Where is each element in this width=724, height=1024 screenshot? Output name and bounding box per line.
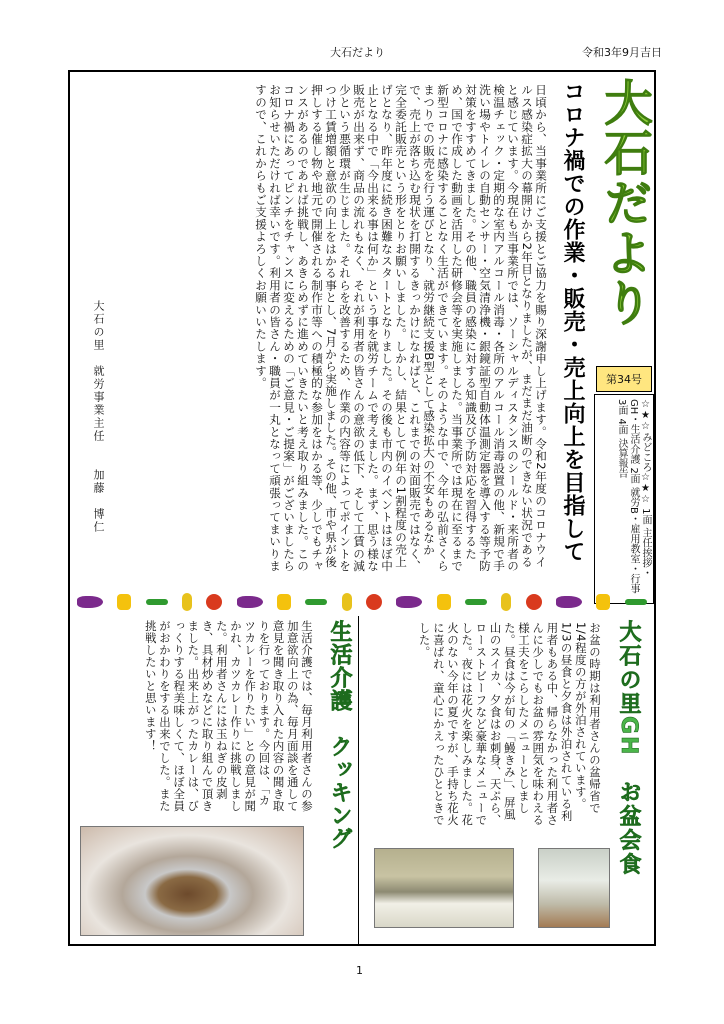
obon-article-body: お盆の時期は利用者さんの盆帰省で1/4程度の方が外泊されています。1/3の昼食と夕食は外泊されている利用者もある中、帰らなかった利用者さんに少しでもお盆の雰囲気を味わえる様工夫をこらしたメニューとしました。昼食は今が旬の「鰻きみ」、屏風山のスイカ、夕食はお刺身、天ぷら、ローストビーフなど豪華なメニューでした。夜には花火を楽しみました。花火のない今年の夏ですが、手持ち花火に喜ばれ、童心にかえったひとときでした。: [417, 622, 602, 826]
obon-dinner-photo: [374, 848, 514, 928]
obon-resident-photo: [538, 848, 610, 928]
corn-icon: [342, 593, 352, 611]
toc-text: ☆★☆みどころ☆★☆ 1面 主任挨拶・GH・生活介護 2面 就労B・雇用教室・行事 3面 4面 決算報告: [616, 399, 651, 594]
cucumber-icon: [305, 599, 327, 605]
vegetable-divider: [70, 588, 654, 616]
cooking-article-headline: 生活介護 クッキング: [327, 620, 352, 850]
masthead: [594, 72, 654, 362]
cooking-article-body: 生活介護では、毎月利用者さんの参加意欲向上の為、毎月面談を通して意見を聞き取り入れた内容の聞き取りを行っております。今回は、「カツカレーを作りたい」との意見が聞かれ、カツカレー作りに挑戦しました。利用者さんには玉ねぎの皮剥き、具材炒めなどに取り組んで頂きました。出来上がったカレーは、びっくりする程美味しくて、ほぼ全員がおかわりをする出来でした。また挑戦したいと思います！: [143, 620, 314, 812]
tomato-icon: [206, 594, 222, 610]
pepper-icon: [437, 594, 451, 610]
obon-article-headline: 大石の里GH お盆会食: [616, 620, 641, 877]
cooking-photo: [80, 826, 304, 936]
eggplant-icon: [237, 596, 263, 608]
cucumber-icon: [146, 599, 168, 605]
cucumber-icon: [465, 599, 487, 605]
column-divider: [358, 616, 359, 944]
page-number: 1: [356, 964, 363, 977]
eggplant-icon: [396, 596, 422, 608]
tomato-icon: [526, 594, 542, 610]
issue-number: 第34号: [596, 366, 652, 392]
cucumber-icon: [625, 599, 647, 605]
eggplant-icon: [77, 596, 103, 608]
pepper-icon: [117, 594, 131, 610]
table-of-contents: [594, 394, 654, 604]
main-article-body: 日頃から、当事業所にご支援とご協力を賜り深謝申し上げます。令和2年度のコロナウイルス感染症拡大の幕開けから2年目となりましたが、まだまだ油断のできない状況であると感じています。今現在も当事業所では、ソーシャルディスタンスのシールド・来所者の検温チェック・定期的な室内アルコール消毒・各所のアルコール消毒設置の他、新規で手洗い場やトイレの自動センサー・空気清浄機・銀鏡証型自動体温測定器を導入する等予防対策をすすめてきました。その他、職員の感染に対する知識及び予防対応を習得するため、国で作成した動画を活用した研修会等を実施しました。当事業所では現在に至るまで新型コロナに感染することなく生活ができています。そのような中で、今年の弘前さくらまつりでの販売を行う運びとなり、就労継続支援B型として感染拡大の不安もあるなかで、売上が落ち込む現状を打開するきっかけになればと、これまでの対面販売ではなく、完全委託販売という形をとりお願いしました。しかし、結果として例年の1割程度の売上げとなり、昨年度に続き困難なスタートとなりました。その後も市内のイベントはほぼ中止となる中で「今出来る事は何か」という事を就労チームで考えました。まず、思う様な販売が出来ず、商品の流れもなく、それが利用者の皆さんの意欲の低下、そして工賃の減少という悪循環が生じました。それらを改善するため、作業の内容等によってポイントをつけ工賃増額と意欲の向上をはかる事とし、7月から実施しました。その他、市や県が後押しする催し物や地元で開催される制作市等への積極的な参加をはかる等、少しでもチャンスがあるのであれば挑戦し、あきらめずに進めていきたいと考え取り組みました。このコロナ禍にあってピンチをチャンスに変えるための「ご意見・ご提案」がございましたらお知らせいただければ幸いです。利用者の皆さん・職員が一丸となって頑張ってまいりますので、これからもご支援よろしくお願いいたします。: [254, 84, 548, 572]
tomato-icon: [366, 594, 382, 610]
pepper-icon: [277, 594, 291, 610]
running-header-title: 大石だより: [330, 46, 385, 59]
corn-icon: [182, 593, 192, 611]
corn-icon: [501, 593, 511, 611]
eggplant-icon: [556, 596, 582, 608]
masthead-title: 大石だより: [596, 78, 652, 328]
running-header-date: 令和3年9月吉日: [582, 46, 662, 59]
main-article-signature: 大石の里 就労事業主任 加藤 博仁: [92, 300, 105, 534]
main-article-headline: コロナ禍での作業・販売・売上向上を目指して: [560, 80, 585, 563]
pepper-icon: [596, 594, 610, 610]
